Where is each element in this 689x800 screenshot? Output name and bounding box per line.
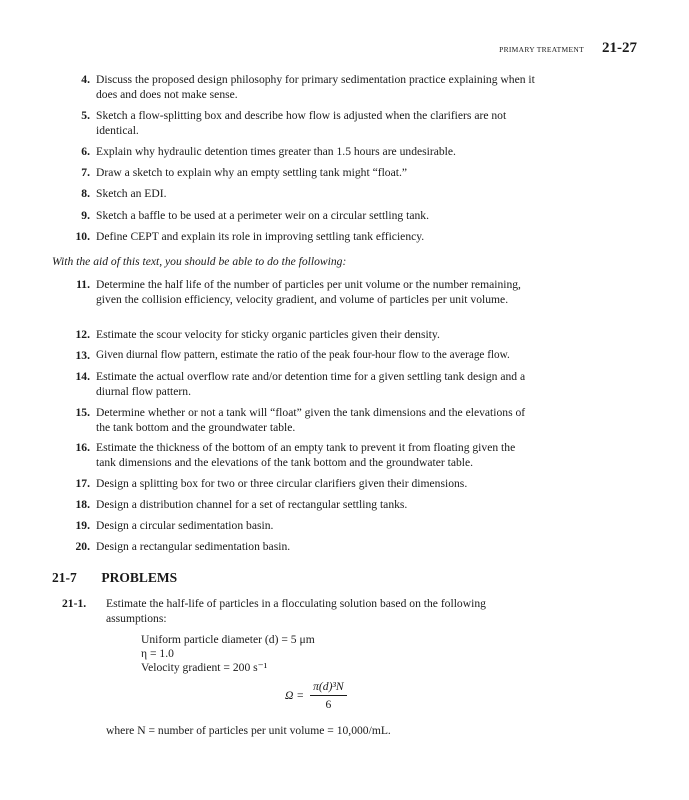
item-number: 17. (75, 477, 90, 490)
item-text: Design a distribution channel for a set of rectangular settling tanks. (96, 498, 408, 511)
section-number: 21-7 (52, 570, 77, 585)
item-number: 14. (75, 370, 90, 383)
item-text: Estimate the actual overflow rate and/or detention time for a given settling tank design and a diurnal flow pattern. (96, 370, 526, 398)
item-text: Design a splitting box for two or three circular clarifiers given their dimensions. (96, 477, 468, 490)
equation-fraction (310, 680, 347, 711)
item-text: Design a circular sedimentation basin. (96, 519, 274, 532)
item-number: 11. (76, 278, 90, 291)
item-number: 8. (81, 187, 90, 200)
problem-number: 21-1. (62, 597, 87, 610)
given-values (141, 633, 315, 675)
page-number: 21-27 (602, 40, 637, 56)
item-number: 16. (75, 441, 90, 454)
item-number: 9. (81, 209, 90, 222)
item-number: 4. (81, 73, 90, 86)
problem-text: Estimate the half-life of particles in a flocculating solution based on the following assumptions: (106, 597, 486, 625)
item-text: Explain why hydraulic detention times greater than 1.5 hours are undesirable. (96, 145, 456, 158)
item-text: Design a rectangular sedimentation basin. (96, 540, 291, 553)
equation-denominator: 6 (325, 698, 332, 711)
given-line: η = 1.0 (141, 647, 174, 660)
item-text: Sketch an EDI. (96, 187, 167, 200)
item-number: 19. (75, 519, 90, 532)
given-line: Velocity gradient = 200 s⁻¹ (141, 661, 268, 674)
section-title: PROBLEMS (101, 570, 178, 585)
item-text: Define CEPT and explain its role in improving settling tank efficiency. (96, 230, 425, 243)
equation-lhs: Ω = (285, 689, 305, 702)
item-text: Given diurnal flow pattern, estimate the ratio of the peak four-hour flow to the average flow. (96, 349, 510, 361)
item-number: 20. (75, 540, 90, 553)
item-text: Sketch a flow-splitting box and describe how flow is adjusted when the clarifiers are not identical. (96, 109, 507, 137)
item-text: Sketch a baffle to be used at a perimeter weir on a circular settling tank. (96, 209, 429, 222)
item-number: 6. (81, 145, 90, 158)
page-header (499, 40, 637, 57)
where-line: where N = number of particles per unit volume = 10,000/mL. (106, 724, 391, 737)
running-title: PRIMARY TREATMENT (499, 45, 584, 54)
item-text: Determine whether or not a tank will “float” given the tank dimensions and the elevations of the tank bottom and the groundwater table. (96, 406, 526, 434)
item-text: Discuss the proposed design philosophy for primary sedimentation practice explaining when it does and does not make sense. (96, 73, 535, 101)
item-number: 10. (75, 230, 90, 243)
item-number: 12. (75, 328, 90, 341)
item-text: Determine the half life of the number of particles per unit volume or the number remaining, given the collision efficiency, velocity gradient, and volume of particles per unit volume. (96, 278, 521, 306)
item-number: 13. (75, 349, 90, 362)
item-text: Draw a sketch to explain why an empty settling tank might “float.” (96, 166, 408, 179)
item-text: Estimate the thickness of the bottom of an empty tank to prevent it from floating given the tank dimensions and the elevations of the tank bottom and the groundwater table. (96, 441, 516, 469)
section-heading (52, 570, 177, 586)
item-number: 18. (75, 498, 90, 511)
item-number: 15. (75, 406, 90, 419)
item-text: Estimate the scour velocity for sticky organic particles given their density. (96, 328, 440, 341)
item-number: 7. (81, 166, 90, 179)
equation (285, 680, 347, 711)
equation-numerator: π(d)³N (310, 680, 347, 696)
given-line: Uniform particle diameter (d) = 5 μm (141, 633, 315, 646)
item-number: 5. (81, 109, 90, 122)
intro-line: With the aid of this text, you should be able to do the following: (52, 255, 347, 268)
